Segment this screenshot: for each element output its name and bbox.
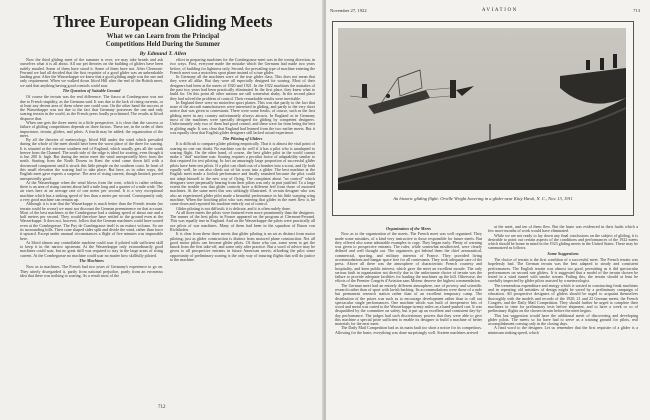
- paragraph: At Itford almost any controllable machine could soar if piloted with sufficient skill to keep it in the narrow upstream. At the Wasserkuppe only extraordinarily good machines could soar, but no great skill was required to stay in the large areas of rising current. At the Combegrasse no machine could soar no matter how skillfully piloted.: [20, 239, 163, 258]
- section-heading: Some Suggestions: [547, 251, 579, 257]
- subtitle-line: What we can Learn from the Principal: [106, 33, 220, 40]
- photo-caption: An historic gliding flight: Orville Wright hovering in a glider near Kitty Hawk, N. C., Nov. 13, 1911: [393, 196, 573, 201]
- byline: By Edmund T. Allen: [139, 51, 187, 57]
- paragraph: The Daily Mail Competition had as its main fault too short a notice for its competitors. Allowing for the haste, everything was done surprisingly well. Sixteen machines arrived: [335, 325, 482, 335]
- paragraph: By all the theories of meteorology, Itford Hill under the wind which prevailed during the whole of the meet should have been the worst place of the three for soaring. It is situated at the extreme southern end of England, which usually gets all the south breeze from the Channel. The south side of the ridge is ideal for soaring, even though it is but 200 ft. high. But during the entire meet the wind unexpectedly blew from the north. Starting from the North Downs in Kent the wind came down hill with a downward component until it struck this little pimple on the southern coast. In front of this small elevation the soaring had to take place. But here, as in other ways, the English meet gave experts a surprise. The area of rising current, though limited, proved unexpectedly good.: [20, 137, 163, 181]
- section-heading: Organization of the Meets: [385, 225, 432, 231]
- paragraph: Now the third gliding meet of the summer is over, we may take breath and ask ourselves what it is all about. All our pet theories on the building of gliders have been rudely mauled. Some of them have stood it. Some of them have not. After Clermont-Ferrand we had all decided that the first requisite of a good glider was an unbreakable landing gear. After the Wasserkuppe we knew that a good gliding angle was the one and only requirement. When we walked down Itford Hill after the end of the British meet, we said that anything having good controls could soar.: [20, 58, 163, 88]
- text-column: [170, 58, 315, 398]
- header-date: November 27, 1922: [330, 8, 367, 13]
- page-number: 713: [633, 8, 640, 13]
- paragraph: A final word to the designer. Let us remember that the first requisite of a glider is a minimum sinking speed, which: [488, 325, 638, 335]
- paragraph: The German meet had an entirely different atmosphere, one of poverty and scientific research rather than of sport with lavish backing. Its accommodations were those of a rude but permanent research station rather than of an excellent temporary camp. The distribution of the prizes was such as to encourage development rather than to call out spectacular single performances. One machine which was built of inexpensive bits of wood and metal was carted to the Wasserkuppe twenty miles on a hand-pushed cart. It was disqualified by the committee on safety, but it put up an excellent and consistent day-by-day performance. The judges had such discretionary powers that they were able to give this machine a special prize sufficient to enable its designer to build a machine of better materials for the next meet.: [335, 282, 482, 327]
- paragraph: Now as to machines. The French had two years of Germany's experience to go on. They utterly disregarded it, partly from national prejudice, partly from an erroneous idea that there was nothing to soaring. As a result most of the: [20, 264, 163, 278]
- paragraph: In England there were no motorless sport planes. This was due partly to the fact that none of the aircraft manufacturers were interested in gliding, and partly to the very short notice that was given to contestants. There were some freaks, of course, such as the first gliding meet in any country unfortunately always attracts. In England as in Germany most of the machines were specially designed for gliding by competent designers. Unfortunately only two of them had good control, and these were far from being the best in gliding angle. It was clear that England had learned from the two earlier meets. But it was equally clear that English glider designers still lacked actual experience.: [170, 99, 315, 135]
- text-column: [335, 225, 482, 400]
- paragraph: effort in preparing machines for the Combegrasse meet was in the wrong direction, in two ways. First, everyone made the mistake which the Germans had made two years before, of building for lightness only. Second, the prevailing type of machine entering the French meet was a motorless sport plane instead of a true glider.: [170, 58, 315, 75]
- right-page: [326, 0, 650, 420]
- paragraph: At the Wasserkuppe when the wind blows from the west, which is rather seldom, there is an area of rising current about half a mile long and a quarter of a mile wide. The air rises here at an average rate of one meter per second. It is a very exceptional machine which has a sinking speed of less than a meter per second. Consequently only a very good machine can remain up.: [20, 179, 163, 202]
- paragraph: Glider piloting is not difficult; it is delicate, and it is often rudely done.: [176, 205, 291, 211]
- paragraph: The tremendous expenditure and energy which is wasted in constructing freak machines and in repeating old mistakes of design might be saved by a preliminary campaign of education. All prospective designers of gliders should be urged to acquaint themselves thoroughly with the models and records of the 1920, 21 and 22 German meets, the French Congrès, and the Daily Mail Competition. They should further be urged to complete their machines in time for preliminary tests before shipment, and to have a week or so of preliminary flights on the chosen terrain before the meet begins.: [488, 282, 638, 314]
- paragraph: The choice of terrain is the first condition of a successful meet. The French terrain was hopelessly bad. The German terrain was the best adapted to steady and consistent performances. The English terrain was almost too good, permitting as it did spectacular performances on second rate gliders. It is suggested that a model of the terrain chosen be tested in a wind tunnel with smoke stream. Failing this, the terrain should at least be carefully inspected by glider pilots assisted by a meteorologist.: [488, 256, 638, 284]
- paragraph: This last suggestion would have the additional merit of discovering and developing glider pilots. The meets so far have had to serve as a training ground for pilots, real accomplishment coming only in the closing days.: [488, 312, 638, 327]
- glider-photo: [338, 28, 626, 190]
- paragraph: Although it is true that the Wasserkuppe is much better than the French terrain (no terrain could be worse) we must not discount the German preeminence on that account. Most of the best machines at the Combegrasse had a sinking speed of about one and a half meters per second. They would therefore have settled to the ground even at the Wasserkuppe. It does not, however, follow that the German machines could have soared even at the Combegrasse. The Puy de Combegrasse itself is an extinct volcano. So are its surrounding hills. Their cone shaped sides split and divide the wind, rather than force it upward. Except under unusual circumstances a flight of five minutes was impossible here.: [20, 201, 163, 241]
- header-title: AVIATION: [481, 8, 518, 13]
- section-heading: The Piloting of Gliders: [222, 135, 263, 141]
- paragraph: It is clear from these three meets that glider piloting is an art as distinct from motor piloting, just as glider construction is distinct from motored plane construction. Not all good motor pilots can become glider pilots. Of those who can, some seem to get the knack from the first take-off, and some only after practice. But a word of advice may be given to all prospective entrants in future American meets; affording the pilot some opportunity of preliminary soaring is the only way of insuring flights that will do justice to the machine.: [170, 231, 315, 262]
- section-heading: The Machines: [79, 258, 104, 264]
- paragraph: It is difficult to compare glider piloting empirically. That it is almost the vital point of soaring no one can doubt. No machine can do well if it has a pilot who is unadapted to soaring flight. On the other hand, of course, the best glider pilot in the world cannot make a "dud" machine soar. Soaring requires a peculiar factor of adaptability similar to that required for test piloting. In fact an amazingly large proportion of successful glider pilots have been test pilots. If a pilot can climb out of a bomber into a scout, and fly both equally well, he can also climb out of his scout into a glider. The best machine at the English meet made a foolish performance and finally smashed because the pilot could not adapt himself to the new way of flying. The complaint about "no control" which designers were perpetually hearing from their pilots was only in part justified. To a large extent the trouble was that glider controls have a different feel from those of motored machines. At the same meet this was strikingly illustrated. A certain designer who was also an experienced glider pilot made a beautiful performance in his little warping wing machine. When the botching pilot who was entering that glider in the meet flew it, he came down and reported his machine entirely out of control.: [170, 141, 315, 207]
- section-heading: The Question of Suitable Ground: [62, 88, 121, 94]
- text-column: [488, 225, 638, 400]
- paragraph: Of course the terrain was the real difference. The fiasco at Combegrasse was not due to French stupidity, as the Germans said. It was due to the lack of rising currents, or at least any decent area of them where one could soar. On the other hand the success at the Wasserkuppe was not due to the fact that Germany possesses the one and only soaring terrain in the world, as the French press loudly proclaimed. The results at Itford disprove that.: [20, 94, 163, 121]
- paragraph: In Germany all the machines were of the true glider class. This does not mean that they were all alike. But they were all especially designed for soaring. Most of their designers had been at the meets of 1920 and 1921. In the 1922 machines the mistakes of the past two years had been practically eliminated. In the first place, they knew what to build for. On this point all other nations are still somewhat shaky. In the second place they had solved the problem of control. Their remarkable results were inevitable.: [170, 74, 315, 101]
- glider-illustration: [338, 28, 626, 190]
- article-title: Three European Gliding Meets: [53, 12, 273, 31]
- running-header: [330, 8, 640, 13]
- paragraph: Now as to the organization of the meets. The French meet was well organized. They made some mistakes, of a kind very instructive to those responsible for future meets. But they offered also some admirable examples to copy. They began early. Plenty of warning was given to prospective entrants. The rules, while somewhat misdirected, were clearly defined and well thought out. The organizers got behind them the chief aeronautical, commercial, sporting, and military interests of France. They provided living accommodations and hangar space free for all contestants. They took adequate care of the press. Above all there was the atmosphere of characteristic French courtesy and hospitality, and keen public interest, which gave the meet an excellent morale. The only serious fault in organization not directly due to the unfortunate choice of terrain was the failure to provide adequate facilities for hauling the machines up the hill. Otherwise, the efforts of the Premier Congrès d'Aviation sans Moteur deserve the highest commendation.: [335, 231, 482, 284]
- subtitle-line: Competitions Held During the Summer: [105, 40, 221, 48]
- page-number: 712: [158, 405, 166, 410]
- text-column: [20, 58, 163, 398]
- photo-frame: [332, 21, 634, 216]
- glider-icon: [350, 70, 474, 114]
- article-subtitle: [0, 33, 326, 48]
- paragraph: While we are not ready to lay down any final conclusions on the subject of gliding, it is desirable to point out certain aspects of the conditions and performances of the 1922 meets which should be borne in mind in the 1923 gliding meets in the United States. These may be summarized as follows.: [488, 232, 638, 251]
- paragraph: At all three meets the pilots were featured even more prominently than the designers. The names of the best pilots in France appeared on the program at Clermont-Ferrand. This was equally true in England. And on the Wasserkuppe the pilots were practically all ace pilots of war machines. Many of them had been in the squadron of Baron von Richthofen.: [170, 209, 315, 232]
- paragraph: at the meet, and ten of them flew. But the haste was evidenced in their faults which a few more months of work would have eliminated.: [488, 225, 638, 234]
- paragraph: When one gets the three meets in a little perspective, it is clear that the success or failure of gliding competitions depends on three factors. These are, in the order of their importance, terrain, gliders, and pilots. A fourth may be added; the organization of the meet.: [20, 119, 163, 138]
